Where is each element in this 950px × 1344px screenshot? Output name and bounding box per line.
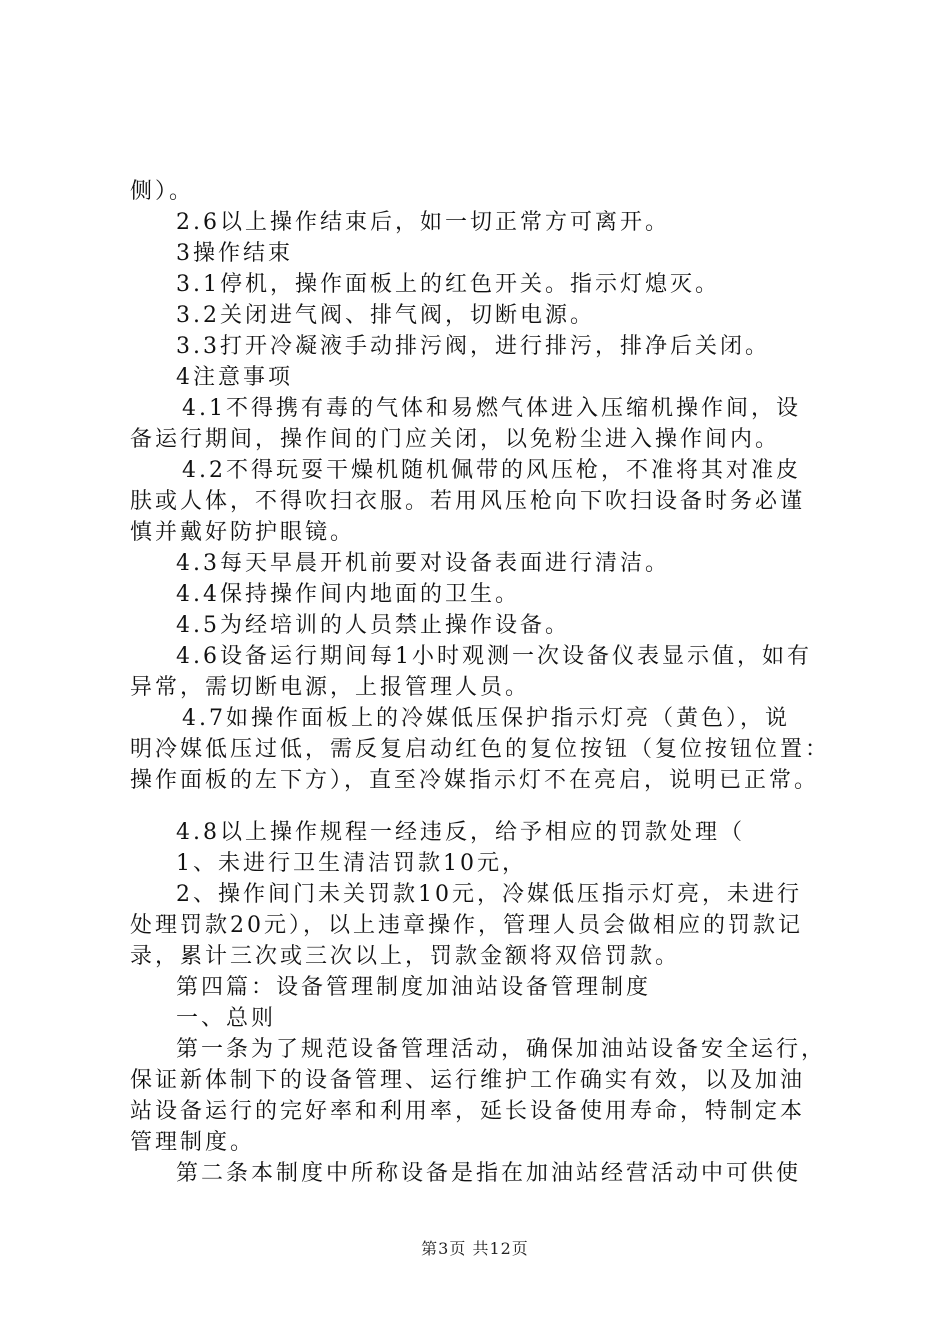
section-heading: 第四篇：设备管理制度加油站设备管理制度 [176,975,652,1000]
text-line: 1、未进行卫生清洁罚款10元， [176,851,527,876]
text-line: 3操作结束 [176,241,293,266]
text-line: 明冷媒低压过低，需反复启动红色的复位按钮（复位按钮位置： [130,737,831,762]
text-line: 慎并戴好防护眼镜。 [130,520,356,545]
text-line: 备运行期间，操作间的门应关闭，以免粉尘进入操作间内。 [130,427,781,452]
text-line: 侧）。 [130,179,195,204]
text-line: 4.5为经培训的人员禁止操作设备。 [176,613,570,638]
text-line: 站设备运行的完好率和利用率，延长设备使用寿命，特制定本 [130,1099,806,1124]
text-line: 第一条为了规范设备管理活动，确保加油站设备安全运行， [176,1037,827,1062]
text-line: 4.6设备运行期间每1小时观测一次设备仪表显示值，如有 [176,644,812,669]
text-line: 4.8以上操作规程一经违反，给予相应的罚款处理（ [176,820,745,845]
text-line: 第二条本制度中所称设备是指在加油站经营活动中可供使 [176,1161,802,1186]
text-line: 4.2不得玩耍干燥机随机佩带的风压枪，不准将其对准皮 [182,458,801,483]
text-line: 2.6以上操作结束后，如一切正常方可离开。 [176,210,670,235]
text-line: 异常，需切断电源，上报管理人员。 [130,675,531,700]
text-line: 3.1停机，操作面板上的红色开关。指示灯熄灭。 [176,272,720,297]
text-line: 录，累计三次或三次以上，罚款金额将双倍罚款。 [130,944,681,969]
text-line: 操作面板的左下方），直至冷媒指示灯不在亮启，说明已正常。 [130,768,820,793]
text-line: 处理罚款20元），以上违章操作，管理人员会做相应的罚款记 [130,913,803,938]
text-line: 4.4保持操作间内地面的卫生。 [176,582,520,607]
section-heading: 一、总则 [176,1006,277,1031]
text-line: 4.7如操作面板上的冷媒低压保护指示灯亮（黄色），说 [182,706,790,731]
text-line: 4.3每天早晨开机前要对设备表面进行清洁。 [176,551,670,576]
text-line: 管理制度。 [130,1130,256,1155]
text-line: 2、操作间门未关罚款10元，冷媒低压指示灯亮，未进行 [176,882,802,907]
text-line: 保证新体制下的设备管理、运行维护工作确实有效，以及加油 [130,1068,806,1093]
text-line: 4注意事项 [176,365,293,390]
text-line: 3.2关闭进气阀、排气阀，切断电源。 [176,303,595,328]
text-line: 3.3打开冷凝液手动排污阀，进行排污，排净后关闭。 [176,334,770,359]
page-number-footer: 第3页 共12页 [421,1239,529,1258]
text-line: 4.1不得携有毒的气体和易燃气体进入压缩机操作间，设 [182,396,801,421]
text-line: 肤或人体，不得吹扫衣服。若用风压枪向下吹扫设备时务必谨 [130,489,806,514]
